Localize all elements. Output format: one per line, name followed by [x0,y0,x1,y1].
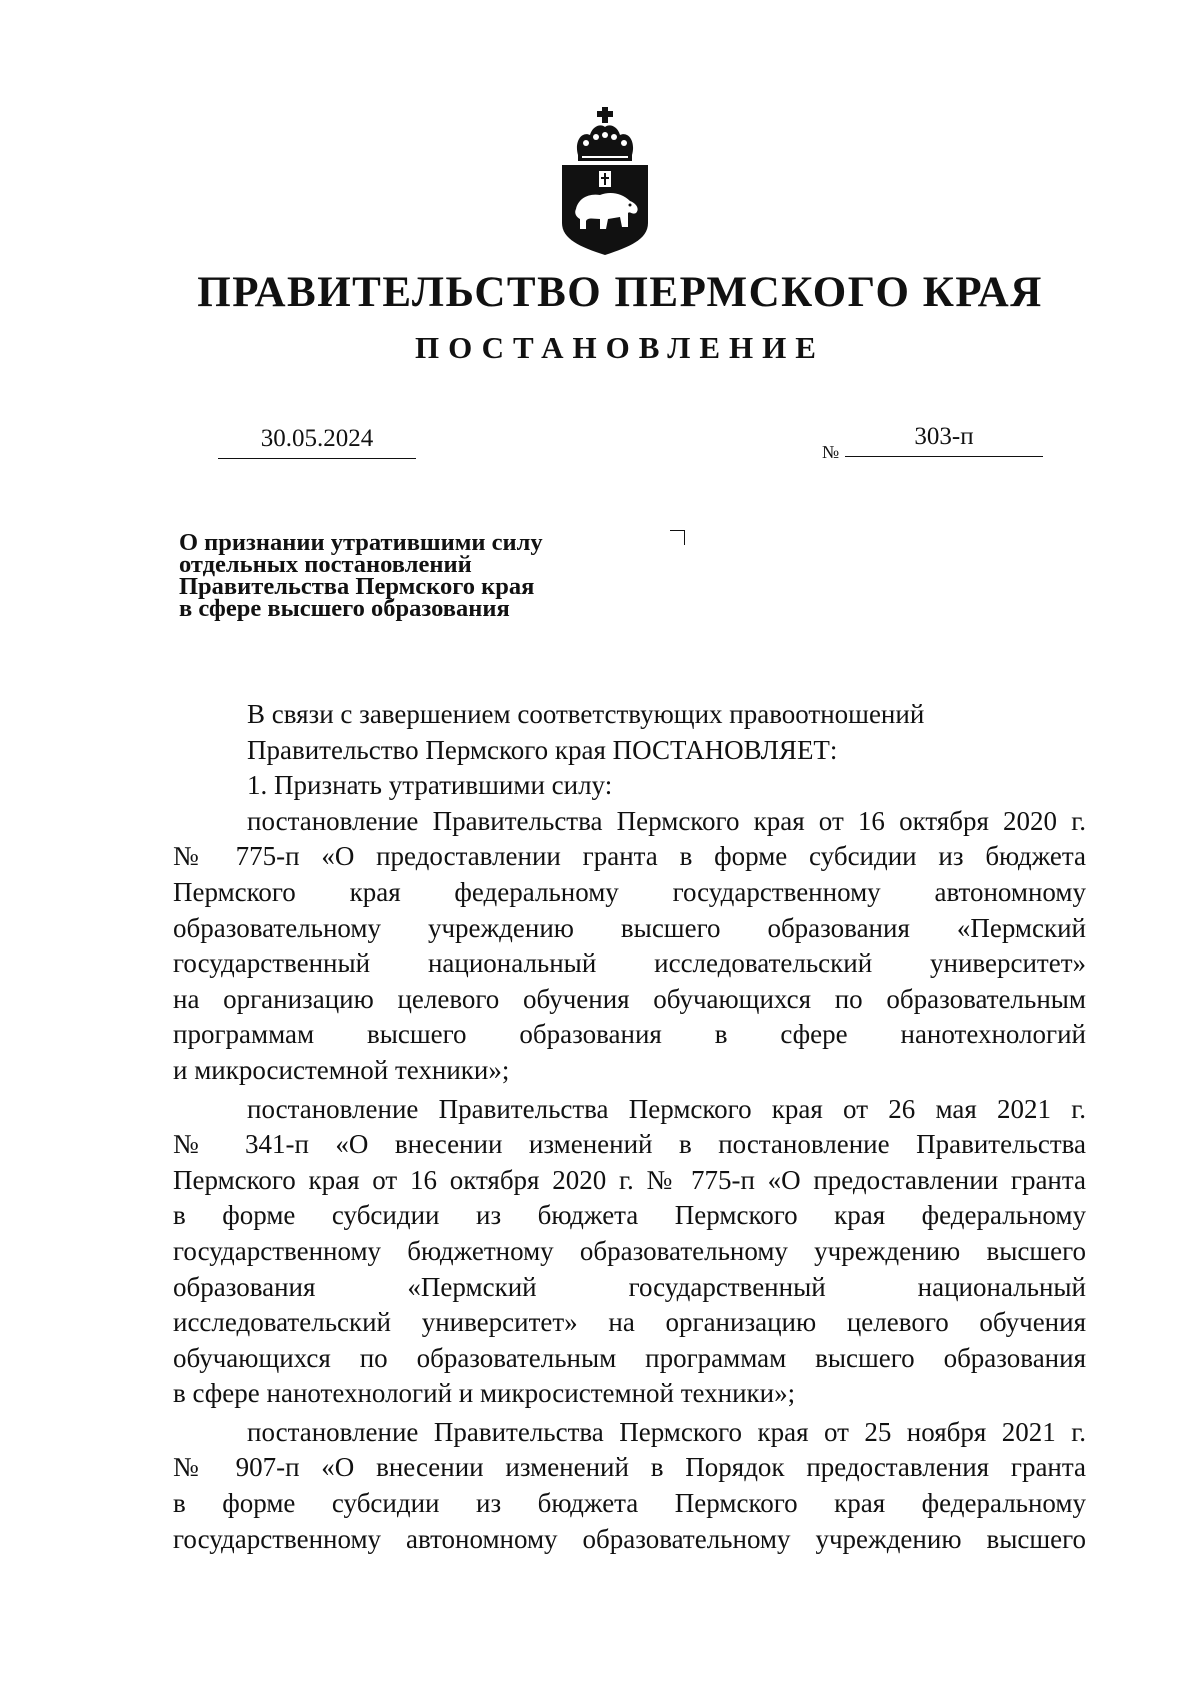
body-line: обучающихся по образовательным программам высшего образования [173,1342,1086,1373]
body-line: государственному автономному образовательному учреждению высшего [173,1523,1086,1554]
body-line: государственный национальный исследовательский университет» [173,948,1086,979]
document-number: 303-п [845,418,1043,457]
body-line: № 341-п «О внесении изменений в постановление Правительства [173,1129,1086,1160]
subject-line: в сфере высшего образования [179,595,510,622]
body-line: № 775-п «О предоставлении гранта в форме субсидии из бюджета [173,841,1086,872]
subject-line: отдельных постановлений [179,551,472,578]
document-type: ПОСТАНОВЛЕНИЕ [415,330,825,365]
document-body [173,697,1086,1557]
document-date: 30.05.2024 [218,420,416,459]
government-title: ПРАВИТЕЛЬСТВО ПЕРМСКОГО КРАЯ [197,269,1043,316]
body-line: постановление Правительства Пермского края от 26 мая 2021 г. [247,1093,1086,1124]
body-line: Пермского края от 16 октября 2020 г. № 775-п «О предоставлении гранта [173,1164,1086,1195]
body-line: 1. Признать утратившими силу: [247,770,613,801]
body-line: Пермского края федеральному государственному автономному [173,876,1086,907]
body-line: постановление Правительства Пермского края от 25 ноября 2021 г. [247,1416,1086,1447]
body-line: образования «Пермский государственный национальный [173,1271,1086,1302]
perm-krai-coat-of-arms-icon [560,105,650,257]
body-line: в форме субсидии из бюджета Пермского края федеральному [173,1200,1086,1231]
body-line: образовательному учреждению высшего образования «Пермский [173,912,1086,943]
body-line: в форме субсидии из бюджета Пермского края федеральному [173,1488,1086,1519]
body-line: В связи с завершением соответствующих правоотношений [247,699,925,729]
body-line: Правительство Пермского края ПОСТАНОВЛЯЕТ: [247,734,838,765]
body-line: и микросистемной техники»; [173,1054,510,1085]
subject-line: О признании утратившими силу [179,529,543,556]
number-label: № [822,442,840,462]
body-line: постановление Правительства Пермского края от 16 октября 2020 г. [247,805,1086,836]
body-line: в сфере нанотехнологий и микросистемной техники»; [173,1378,796,1409]
body-line: исследовательский университет» на организацию целевого обучения [173,1307,1086,1338]
corner-mark [670,530,685,545]
body-line: № 907-п «О внесении изменений в Порядок предоставления гранта [173,1452,1086,1483]
body-line: программам высшего образования в сфере нанотехнологий [173,1019,1086,1050]
body-line: государственному бюджетному образовательному учреждению высшего [173,1235,1086,1266]
document-subject [179,529,739,622]
body-line: на организацию целевого обучения обучающихся по образовательным [173,983,1086,1014]
subject-line: Правительства Пермского края [179,573,535,600]
